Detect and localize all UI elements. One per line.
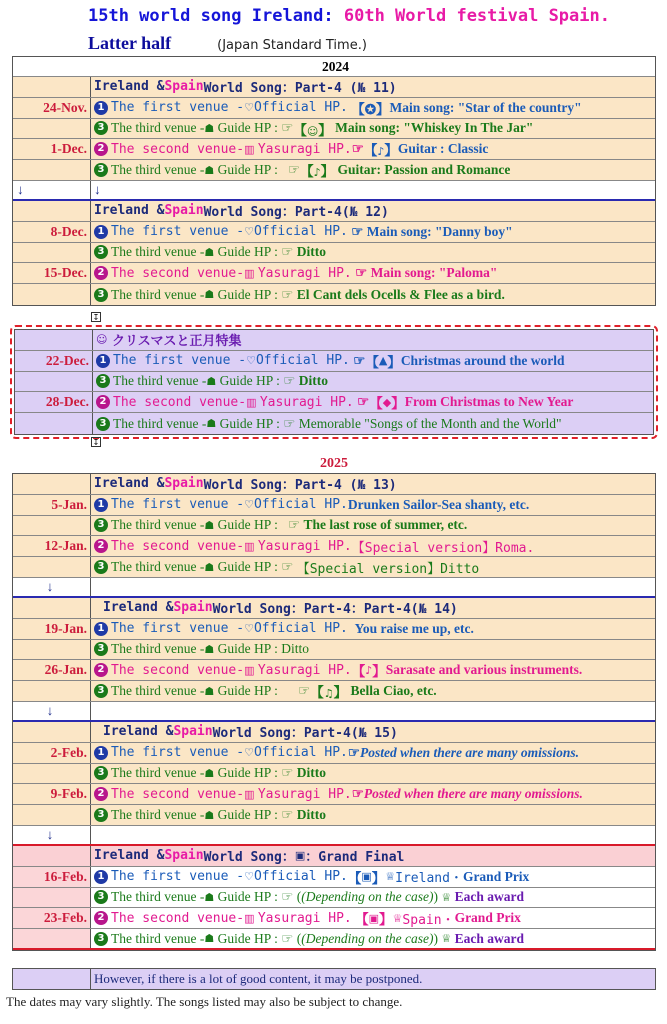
part-title-row: Ireland & Spain World Song：Part-4(№ 15) <box>13 722 655 743</box>
part-title-row: Ireland & Spain World Song：Part-4 (№ 13) <box>13 474 655 495</box>
schedule-row: 12-Jan. 2 The second venue- ▥ Yasuragi HP. 【Special version】Roma. <box>13 536 655 557</box>
heart-icon: ♡ <box>244 498 254 512</box>
yasuragi-hp-link[interactable]: Yasuragi HP. <box>257 910 352 926</box>
schedule-row: 16-Feb. 1 The first venue - ♡ Official HP. 【 ▣ 】 ♕ Ireland・ Grand Prix <box>13 867 655 888</box>
official-hp-link[interactable]: Official HP. <box>253 497 348 513</box>
schedule-row: 5-Jan. 1 The first venue - ♡ Official HP. Drunken Sailor-Sea shanty, etc. <box>13 495 655 516</box>
yasuragi-hp-link[interactable]: Yasuragi HP. <box>257 538 352 554</box>
schedule-row: 19-Jan. 1 The first venue - ♡ Official HP. You raise me up, etc. <box>13 619 655 640</box>
schedule-row: 22-Dec. 1 The first venue - ♡ Official HP. ☞ 【 ▲ 】 Christmas around the world <box>15 351 653 372</box>
date-cell: 12-Jan. <box>13 536 91 556</box>
official-hp-link[interactable]: Official HP. <box>253 869 348 885</box>
trophy-icon: ♕ <box>392 911 403 925</box>
down-arrow-icon: ↧ <box>92 313 100 322</box>
guide-icon: ☗ <box>204 808 215 822</box>
christmas-table <box>14 329 654 435</box>
disclaimer-note: The dates may vary slightly. The songs listed may also be subject to change. <box>6 994 403 1009</box>
face-icon: ☺ <box>306 124 319 138</box>
arrow-row: ↓ <box>13 578 655 598</box>
guide-icon: ☗ <box>204 766 215 780</box>
guide-icon: ☗ <box>204 245 215 259</box>
schedule-row: 3 The third venue - ☗ Guide HP : ☞ ( (Depending on the case) ) ♕ Each award <box>13 888 655 909</box>
date-cell: 5-Jan. <box>13 495 91 515</box>
official-hp-link[interactable]: Official HP. <box>253 224 348 240</box>
schedule-table-2025 <box>12 473 656 951</box>
schedule-row: 3 The third venue - ☗ Guide HP : ☞ Ditto <box>13 243 655 264</box>
date-cell: 9-Feb. <box>13 784 91 804</box>
trophy-icon: ♕ <box>441 890 452 904</box>
smile-icon: ☺ <box>96 333 108 347</box>
guide-icon: ☗ <box>206 374 217 388</box>
date-cell: 15-Dec. <box>13 263 91 283</box>
guide-icon: ☗ <box>204 932 215 946</box>
yasuragi-hp-link[interactable]: Yasuragi HP. <box>259 394 354 410</box>
part-title-row: Ireland & Spain World Song： ▣ ：Grand Final <box>13 846 655 867</box>
schedule-row: 24-Nov. 1 The first venue - ♡ Official HP. 【✪】 Main song: "Star of the country" <box>13 98 655 119</box>
part-title-row: Ireland & Spain World Song：Part-4：Part-4(№ 14) <box>13 598 655 619</box>
guide-icon: ☗ <box>206 417 217 431</box>
schedule-row: 26-Jan. 2 The second venue- ▥ Yasuragi HP. 【 ♪ 】 Sarasate and various instruments. <box>13 660 655 681</box>
official-hp-link[interactable]: Official HP. <box>253 100 348 116</box>
yasuragi-hp-link[interactable]: Yasuragi HP. <box>257 662 352 678</box>
heart-icon: ♡ <box>246 354 256 368</box>
guide-icon: ☗ <box>204 890 215 904</box>
trophy-icon: ♕ <box>385 870 396 884</box>
yasuragi-hp-link[interactable]: Yasuragi HP. <box>257 141 352 157</box>
tree-icon: ▲ <box>378 354 388 368</box>
schedule-row: 3 The third venue - ☗ Guide HP : ☞ 【☺】 Main song: "Whiskey In The Jar" <box>13 119 655 140</box>
date-cell: 19-Jan. <box>13 619 91 639</box>
guide-icon: ☗ <box>204 642 215 656</box>
guide-icon: ☗ <box>204 288 215 302</box>
schedule-row: 3 The third venue - ☗ Guide HP : ☞ 【♫】 Bella Ciao, etc. <box>13 681 655 702</box>
schedule-row: 3 The third venue - ☗ Guide HP : ☞ Ditto <box>15 372 653 393</box>
date-cell: 1-Dec. <box>13 139 91 159</box>
timezone-note: (Japan Standard Time.) <box>217 38 367 53</box>
down-arrow-icon: ↧ <box>92 438 100 447</box>
date-cell: 24-Nov. <box>13 98 91 118</box>
heart-icon: ♡ <box>244 870 254 884</box>
book-icon: ▥ <box>244 787 255 801</box>
book-icon: ▥ <box>246 395 257 409</box>
schedule-row: 3 The third venue - ☗ Guide HP : Ditto <box>13 640 655 661</box>
schedule-row: 3 The third venue - ☗ Guide HP : ☞ ( (Depending on the case) ) ♕ Each award <box>13 929 655 950</box>
date-cell: 8-Dec. <box>13 222 91 242</box>
schedule-row: 9-Feb. 2 The second venue- ▥ Yasuragi HP. ☞ Posted when there are many omissions. <box>13 784 655 805</box>
book-icon: ▥ <box>244 663 255 677</box>
official-hp-link[interactable]: Official HP. <box>255 353 350 369</box>
schedule-row: 3 The third venue - ☗ Guide HP : ☞ The last rose of summer, etc. <box>13 516 655 537</box>
schedule-row: 2-Feb. 1 The first venue - ♡ Official HP. ☞ Posted when there are many omissions. <box>13 743 655 764</box>
date-cell: 22-Dec. <box>15 351 93 371</box>
year-2025: 2025 <box>320 456 348 471</box>
violin-icon: ♪ <box>365 663 373 677</box>
guide-icon: ☗ <box>204 518 215 532</box>
music-icon: ♫ <box>323 687 334 701</box>
guide-icon: ☗ <box>204 121 215 135</box>
trophy-box-icon: ▣ <box>294 849 306 863</box>
date-cell: 26-Jan. <box>13 660 91 680</box>
schedule-row: 15-Dec. 2 The second venue- ▥ Yasuragi HP. ☞ Main song: "Paloma" <box>13 263 655 284</box>
guide-icon: ☗ <box>204 560 215 574</box>
book-icon: ▥ <box>244 539 255 553</box>
book-icon: ▥ <box>244 911 255 925</box>
guide-icon: ☗ <box>204 163 215 177</box>
book-icon: ▥ <box>244 142 255 156</box>
date-cell: 16-Feb. <box>13 867 91 887</box>
christmas-special-block <box>10 325 658 439</box>
official-hp-link[interactable]: Official HP. <box>253 621 348 637</box>
trophy-box-icon: ▣ <box>368 911 380 925</box>
guitar-icon: ♪ <box>377 145 385 159</box>
heart-icon: ♡ <box>244 101 254 115</box>
part-title-row: Ireland & Spain World Song：Part-4 (№ 11) <box>13 77 655 98</box>
book-icon: ▥ <box>244 266 255 280</box>
heart-icon: ♡ <box>244 622 254 636</box>
guide-icon: ☗ <box>204 684 215 698</box>
schedule-row: 3 The third venue - ☗ Guide HP : ☞ 【♪】 Guitar: Passion and Romance <box>13 160 655 181</box>
date-cell: 2-Feb. <box>13 743 91 763</box>
schedule-row: 3 The third venue - ☗ Guide HP : ☞ Ditto <box>13 805 655 826</box>
heart-icon: ♡ <box>244 746 254 760</box>
page-title: 15th world song Ireland: 60th World festival Spain. <box>88 6 610 26</box>
arrow-row: ↓ <box>13 702 655 722</box>
schedule-table-2024 <box>12 56 656 306</box>
heart-icon: ♡ <box>244 225 254 239</box>
date-cell: 23-Feb. <box>13 908 91 928</box>
schedule-row: 28-Dec. 2 The second venue- ▥ Yasuragi HP. ☞ 【 ◆ 】 From Christmas to New Year <box>15 392 653 413</box>
schedule-row: 1-Dec. 2 The second venue- ▥ Yasuragi HP. ☞ 【♪】 Guitar : Classic <box>13 139 655 160</box>
schedule-row: 3 The third venue - ☗ Guide HP : ☞ 【Special version】Ditto <box>13 557 655 578</box>
trophy-icon: ♕ <box>441 932 452 946</box>
arrow-row: ↓ ↓ <box>13 181 655 201</box>
guitar-icon: ♪ <box>313 166 321 180</box>
arrow-row: ↓ <box>13 826 655 846</box>
page-subtitle: Latter half (Japan Standard Time.) <box>88 33 367 53</box>
ornament-icon: ◆ <box>382 395 392 409</box>
schedule-row: 3 The third venue - ☗ Guide HP : ☞ Ditto <box>13 764 655 785</box>
part-title-row: ☺ クリスマスと正月特集 <box>15 330 653 351</box>
yasuragi-hp-link[interactable]: Yasuragi HP. <box>257 786 352 802</box>
schedule-row: 23-Feb. 2 The second venue- ▥ Yasuragi HP. 【 ▣ 】 ♕ Spain・ Grand Prix <box>13 908 655 929</box>
year-row: 2024 <box>13 57 655 77</box>
trophy-box-icon: ▣ <box>361 870 372 884</box>
postponement-notice: However, if there is a lot of good content, it may be postponed. <box>12 968 656 990</box>
yasuragi-hp-link[interactable]: Yasuragi HP. <box>257 265 352 281</box>
official-hp-link[interactable]: Official HP. <box>253 745 348 761</box>
schedule-row: 3 The third venue - ☗ Guide HP : ☞ Memorable "Songs of the Month and the World" <box>15 413 653 434</box>
part-title-row: Ireland & Spain World Song：Part-4(№ 12) <box>13 201 655 222</box>
date-cell: 28-Dec. <box>15 392 93 412</box>
schedule-row: 3 The third venue - ☗ Guide HP : ☞ El Cant dels Ocells & Flee as a bird. <box>13 284 655 305</box>
sun-icon: 【✪】 <box>351 101 390 117</box>
schedule-row: 8-Dec. 1 The first venue - ♡ Official HP. ☞ Main song: "Danny boy" <box>13 222 655 243</box>
